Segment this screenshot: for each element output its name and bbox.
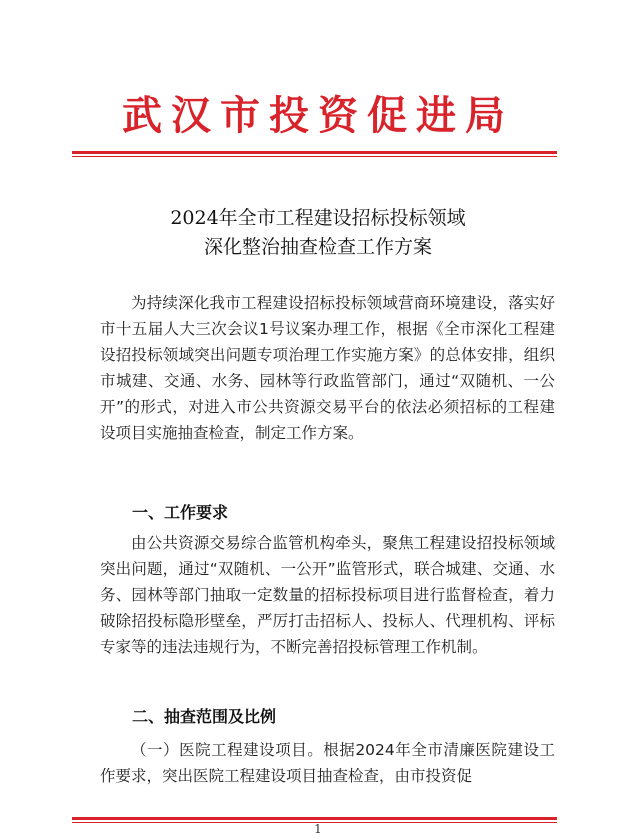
section2-item1-paragraph: （一）医院工程建设项目。根据2024年全市清廉医院建设工作要求，突出医院工程建设项目抽查检查，由市投资促 bbox=[100, 741, 555, 785]
document-title-line1: 2024年全市工程建设招标投标领域 bbox=[170, 207, 466, 229]
intro-paragraph: 为持续深化我市工程建设招标投标领域营商环境建设，落实好市十五届人大三次会议1号议案办理工作，根据《全市深化工程建设招投标领域突出问题专项治理工作实施方案》的总体安排，组织市城建、交通、水务、园林等行政监管部门，通过“双随机、一公开”的形式，对进入市公共资源交易平台的依法必须招标的工程建设项目实施抽查检查，制定工作方案。 bbox=[100, 294, 555, 442]
section1-paragraph: 由公共资源交易综合监管机构牵头，聚焦工程建设招投标领域突出问题，通过“双随机、一公开”监管形式，联合城建、交通、水务、园林等部门抽取一定数量的招标投标项目进行监督检查，着力破除招投标隐形壁垒，严厉打击招标人、投标人、代理机构、评标专家等的违法违规行为，不断完善招投标管理工作机制。 bbox=[100, 534, 555, 656]
header-red-rule-thick bbox=[72, 151, 557, 154]
page-number: 1 bbox=[314, 822, 322, 836]
section1-heading: 一、工作要求 bbox=[132, 503, 229, 522]
header-red-rule-thin bbox=[72, 156, 557, 157]
footer-red-rule-thick bbox=[72, 817, 557, 820]
document-title-line2: 深化整治抽查检查工作方案 bbox=[203, 236, 432, 258]
issuer-header: 武汉市投资促进局 bbox=[122, 92, 514, 139]
section2-heading: 二、抽查范围及比例 bbox=[132, 707, 277, 726]
